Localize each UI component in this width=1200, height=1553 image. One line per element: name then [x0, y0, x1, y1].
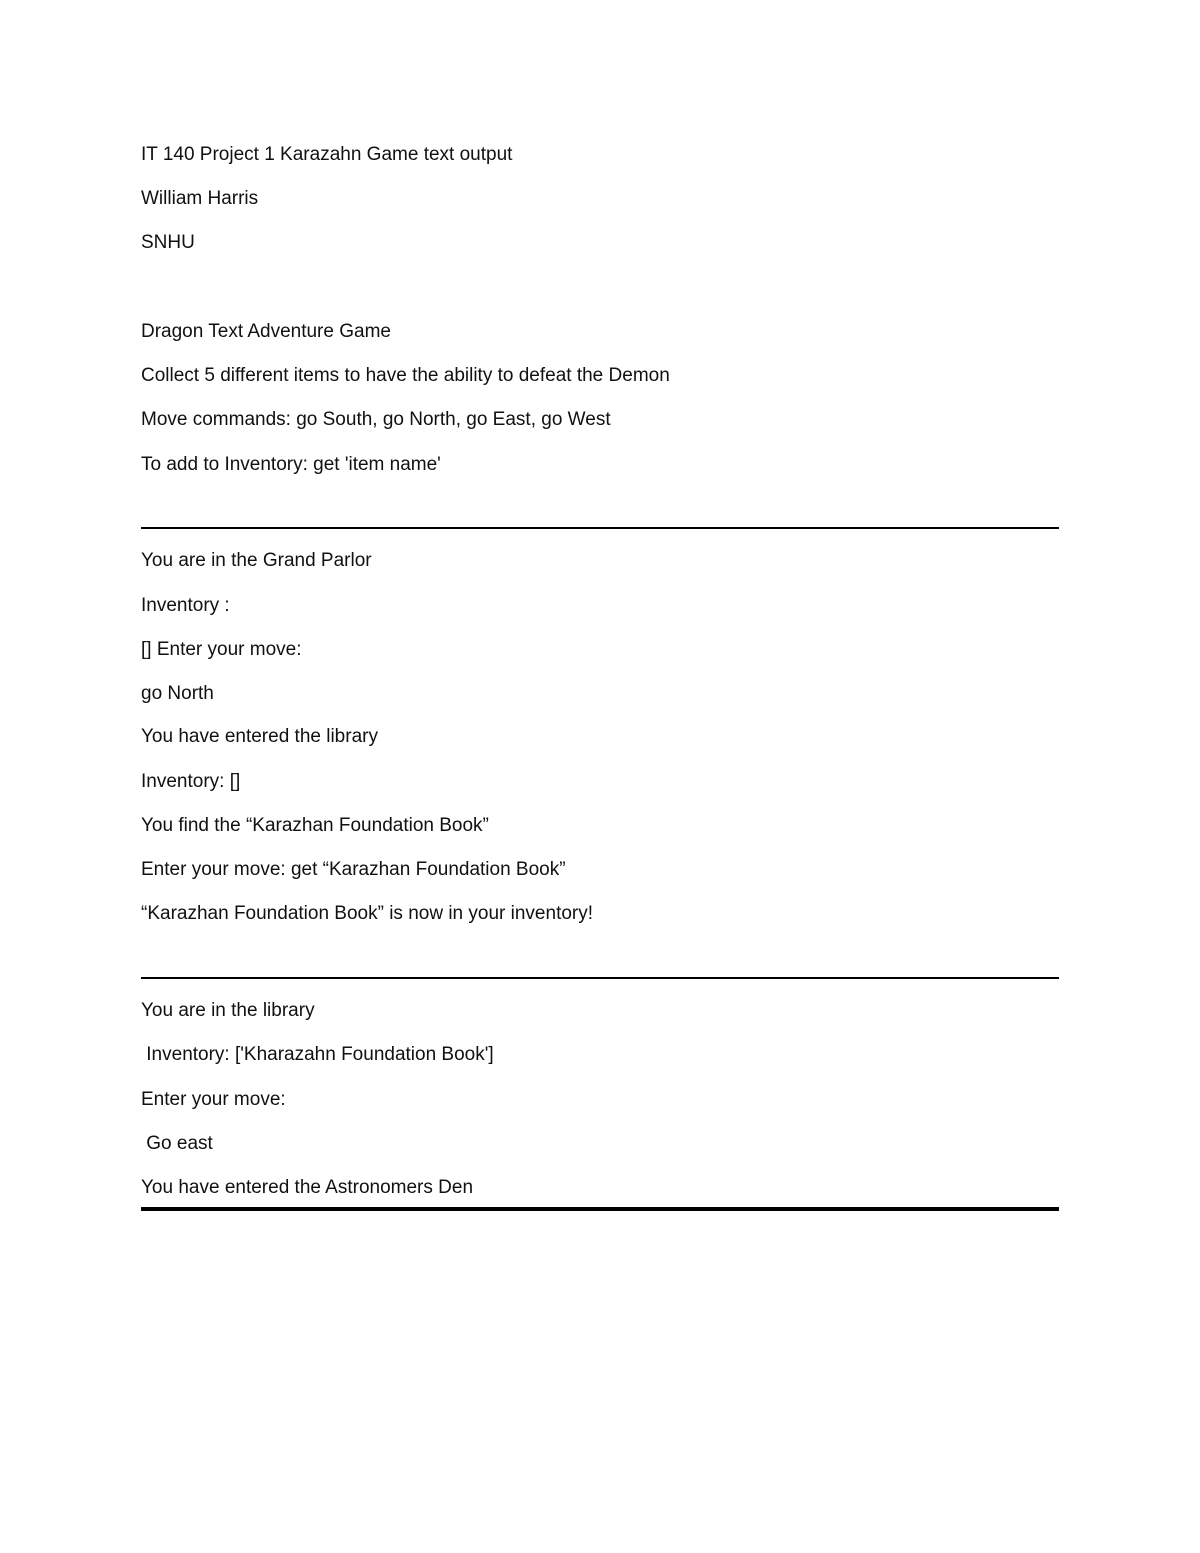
author-name: William Harris — [141, 188, 259, 209]
turn2-input: Go east — [141, 1133, 213, 1154]
document-title: IT 140 Project 1 Karazahn Game text output — [141, 144, 513, 165]
inventory-help: To add to Inventory: get 'item name' — [141, 454, 441, 475]
school-name: SNHU — [141, 232, 195, 253]
turn1-get: Enter your move: get “Karazhan Foundation Book” — [141, 859, 566, 880]
section-divider — [141, 527, 1059, 529]
game-objective: Collect 5 different items to have the ability to defeat the Demon — [141, 365, 670, 386]
turn2-entered: You have entered the Astronomers Den — [141, 1177, 474, 1198]
turn1-find: You find the “Karazhan Foundation Book” — [141, 815, 489, 836]
turn2-inventory: Inventory: ['Kharazahn Foundation Book'] — [141, 1044, 494, 1065]
turn2-location: You are in the library — [141, 1000, 315, 1021]
turn2-prompt: Enter your move: — [141, 1089, 286, 1110]
section-divider — [141, 977, 1059, 979]
turn1-inventory-after: Inventory: [] — [141, 771, 241, 792]
turn1-location: You are in the Grand Parlor — [141, 550, 372, 571]
turn1-input: go North — [141, 683, 214, 704]
turn1-entered: You have entered the library — [141, 726, 378, 747]
turn1-inventory: Inventory : — [141, 595, 230, 616]
turn1-prompt: [] Enter your move: — [141, 639, 302, 660]
game-title: Dragon Text Adventure Game — [141, 321, 391, 342]
turn1-result: “Karazhan Foundation Book” is now in your inventory! — [141, 903, 594, 924]
section-divider-bold — [141, 1207, 1059, 1211]
move-commands: Move commands: go South, go North, go East, go West — [141, 409, 611, 430]
